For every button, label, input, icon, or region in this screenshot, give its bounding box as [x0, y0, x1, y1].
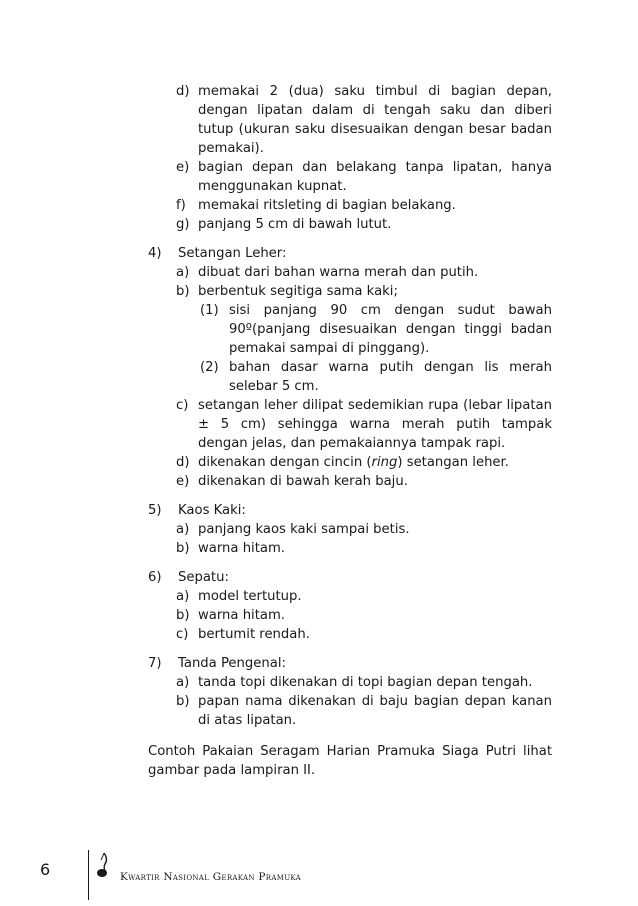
list-item — [148, 158, 552, 196]
list-item-text: setangan leher dilipat sedemikian rupa (lebar lipatan ± 5 cm) sehingga warna merah putih tampak dengan jelas, dan pemakaiannya tampak rapi. — [198, 398, 552, 451]
closing-paragraph — [148, 742, 552, 780]
list-item-text: bahan dasar warna putih dengan lis merah selebar 5 cm. — [229, 360, 552, 394]
list-item — [148, 396, 552, 453]
list-item-text: papan nama dikenakan di baju bagian depan kanan di atas lipatan. — [198, 694, 552, 728]
list-item-marker: d) — [176, 455, 190, 470]
list-item — [148, 625, 552, 644]
list-item-text: dibuat dari bahan warna merah dan putih. — [198, 265, 479, 280]
text-segment: dikenakan dengan cincin ( — [198, 455, 372, 470]
list-item-text: memakai ritsleting di bagian belakang. — [198, 198, 456, 213]
list-item — [148, 587, 552, 606]
page-number: 6 — [40, 860, 51, 879]
list-item-text: Sepatu: — [178, 570, 229, 585]
list-item-text: Setangan Leher: — [178, 246, 287, 261]
list-item-marker: g) — [176, 217, 190, 232]
list-item — [148, 673, 552, 692]
list-item — [148, 606, 552, 625]
list-item-marker: b) — [176, 284, 190, 299]
list-item-marker: a) — [176, 589, 190, 604]
list-item-text: memakai 2 (dua) saku timbul di bagian depan, dengan lipatan dalam di tengah saku dan diberi tutup (ukuran saku disesuaikan dengan besar badan pemakai). — [198, 84, 552, 156]
publisher-name: Kwartir Nasional Gerakan Pramuka — [120, 871, 301, 883]
list-item — [148, 358, 552, 396]
list-item-text — [198, 453, 552, 472]
list-item — [148, 453, 552, 472]
list-item-marker: 4) — [148, 246, 162, 261]
list-item — [148, 215, 552, 234]
list-item-text: bertumit rendah. — [198, 627, 310, 642]
list-item-marker: d) — [176, 84, 190, 99]
footer-divider — [88, 850, 89, 900]
list-item — [148, 282, 552, 301]
list-item-marker: (1) — [200, 303, 219, 318]
list-item — [148, 472, 552, 491]
list-item — [148, 520, 552, 539]
list-item-text: warna hitam. — [198, 608, 285, 623]
list-item-text: model tertutup. — [198, 589, 302, 604]
list-item-text: warna hitam. — [198, 541, 285, 556]
list-item — [148, 568, 552, 587]
list-item-text: Tanda Pengenal: — [178, 656, 286, 671]
list-item-marker: c) — [176, 398, 189, 413]
document-body — [148, 82, 552, 780]
list-item — [148, 196, 552, 215]
list-item-marker: b) — [176, 541, 190, 556]
list-item-marker: b) — [176, 694, 190, 709]
italic-term: ring — [371, 455, 398, 470]
list-item-marker: f) — [176, 198, 186, 213]
list-item-text: sisi panjang 90 cm dengan sudut bawah 90º(panjang disesuaikan dengan tinggi badan pemakai sampai di pinggang). — [229, 303, 552, 356]
list-item-marker: c) — [176, 627, 189, 642]
tunas-kelapa-logo-icon — [95, 852, 111, 878]
list-item-marker: a) — [176, 522, 190, 537]
list-item-text: berbentuk segitiga sama kaki; — [198, 284, 398, 299]
list-item — [148, 501, 552, 520]
list-item-marker: a) — [176, 265, 190, 280]
list-item — [148, 539, 552, 558]
list-item-text: Kaos Kaki: — [178, 503, 246, 518]
closing-paragraph-text: Contoh Pakaian Seragam Harian Pramuka Siaga Putri lihat gambar pada lampiran II. — [148, 744, 552, 778]
list-item-marker: 6) — [148, 570, 162, 585]
outline-list — [148, 82, 552, 730]
list-item-marker: e) — [176, 474, 190, 489]
list-item-text: panjang 5 cm di bawah lutut. — [198, 217, 392, 232]
list-item-marker: b) — [176, 608, 190, 623]
list-item-text: bagian depan dan belakang tanpa lipatan, hanya menggunakan kupnat. — [198, 160, 552, 194]
text-segment: ) setangan leher. — [397, 455, 509, 470]
list-item-text: dikenakan di bawah kerah baju. — [198, 474, 408, 489]
list-item-marker: e) — [176, 160, 190, 175]
list-item-marker: 7) — [148, 656, 162, 671]
list-item-text: tanda topi dikenakan di topi bagian depan tengah. — [198, 675, 533, 690]
list-item-text: panjang kaos kaki sampai betis. — [198, 522, 410, 537]
list-item — [148, 301, 552, 358]
list-item — [148, 244, 552, 263]
list-item-marker: a) — [176, 675, 190, 690]
list-item — [148, 263, 552, 282]
list-item — [148, 654, 552, 673]
list-item-marker: 5) — [148, 503, 162, 518]
list-item — [148, 82, 552, 158]
list-item-marker: (2) — [200, 360, 219, 375]
list-item — [148, 692, 552, 730]
